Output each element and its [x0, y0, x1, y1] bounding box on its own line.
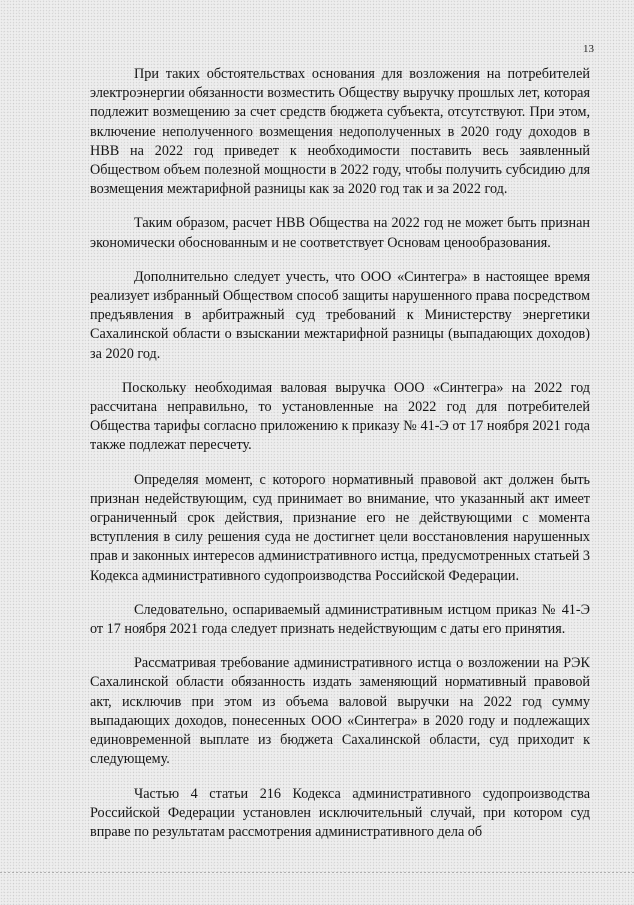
scan-edge-line: [0, 872, 634, 873]
paragraph-7: Рассматривая требование административного истца о возложении на РЭК Сахалинской области обязанность издать заменяющий нормативный правовой акт, исключив при этом из объема валовой выручки на 2022 год сумму выпадающих доходов, понесенных ООО «Синтегра» в 2020 году и подлежащих единовременной выплате из бюджета Сахалинской области, суд приходит к следующему.: [90, 655, 590, 768]
document-body: [90, 65, 590, 842]
page-number: 13: [583, 43, 594, 55]
paragraph-5: Определяя момент, с которого нормативный правовой акт должен быть признан недействующим, суд принимает во внимание, что указанный акт имеет ограниченный срок действия, признание его не действующими с момента вступления в силу решения суда не достигнет цели восстановления нарушенных прав и законных интересов административного истца, предусмотренных статьей 3 Кодекса административного судопроизводства Российской Федерации.: [90, 471, 590, 584]
paragraph-1: При таких обстоятельствах основания для возложения на потребителей электроэнергии обязанности возместить Обществу выручку прошлых лет, которая подлежит возмещению за счет средств бюджета субъекта, отсутствуют. При этом, включение неполученного возмещения недополученных в 2020 году доходов в НВВ на 2022 год приведет к необходимости поставить весь заявленный Обществом объем полезной мощности в 2022 году, чтобы получить субсидию для возмещения межтарифной разницы как за 2020 год так и за 2022 год.: [90, 66, 590, 198]
paragraph-6: Следовательно, оспариваемый административным истцом приказ № 41-Э от 17 ноября 2021 года следует признать недействующим с даты его принятия.: [90, 601, 590, 638]
paragraph-8: Частью 4 статьи 216 Кодекса административного судопроизводства Российской Федерации установлен исключительный случай, при котором суд вправе по результатам рассмотрения административного дела об: [90, 785, 590, 840]
paragraph-4: Поскольку необходимая валовая выручка ООО «Синтегра» на 2022 год рассчитана неправильно, то установленные на 2022 год для потребителей Общества тарифы согласно приложению к приказу № 41-Э от 17 ноября 2021 года также подлежат пересчету.: [90, 379, 590, 454]
paragraph-3: Дополнительно следует учесть, что ООО «Синтегра» в настоящее время реализует избранный Обществом способ защиты нарушенного права посредством предъявления в арбитражный суд требований к Министерству энергетики Сахалинской области о взыскании межтарифной разницы (выпадающих доходов) за 2020 год.: [90, 268, 590, 362]
paragraph-2: Таким образом, расчет НВВ Общества на 2022 год не может быть признан экономически обоснованным и не соответствует Основам ценообразования.: [90, 215, 590, 251]
